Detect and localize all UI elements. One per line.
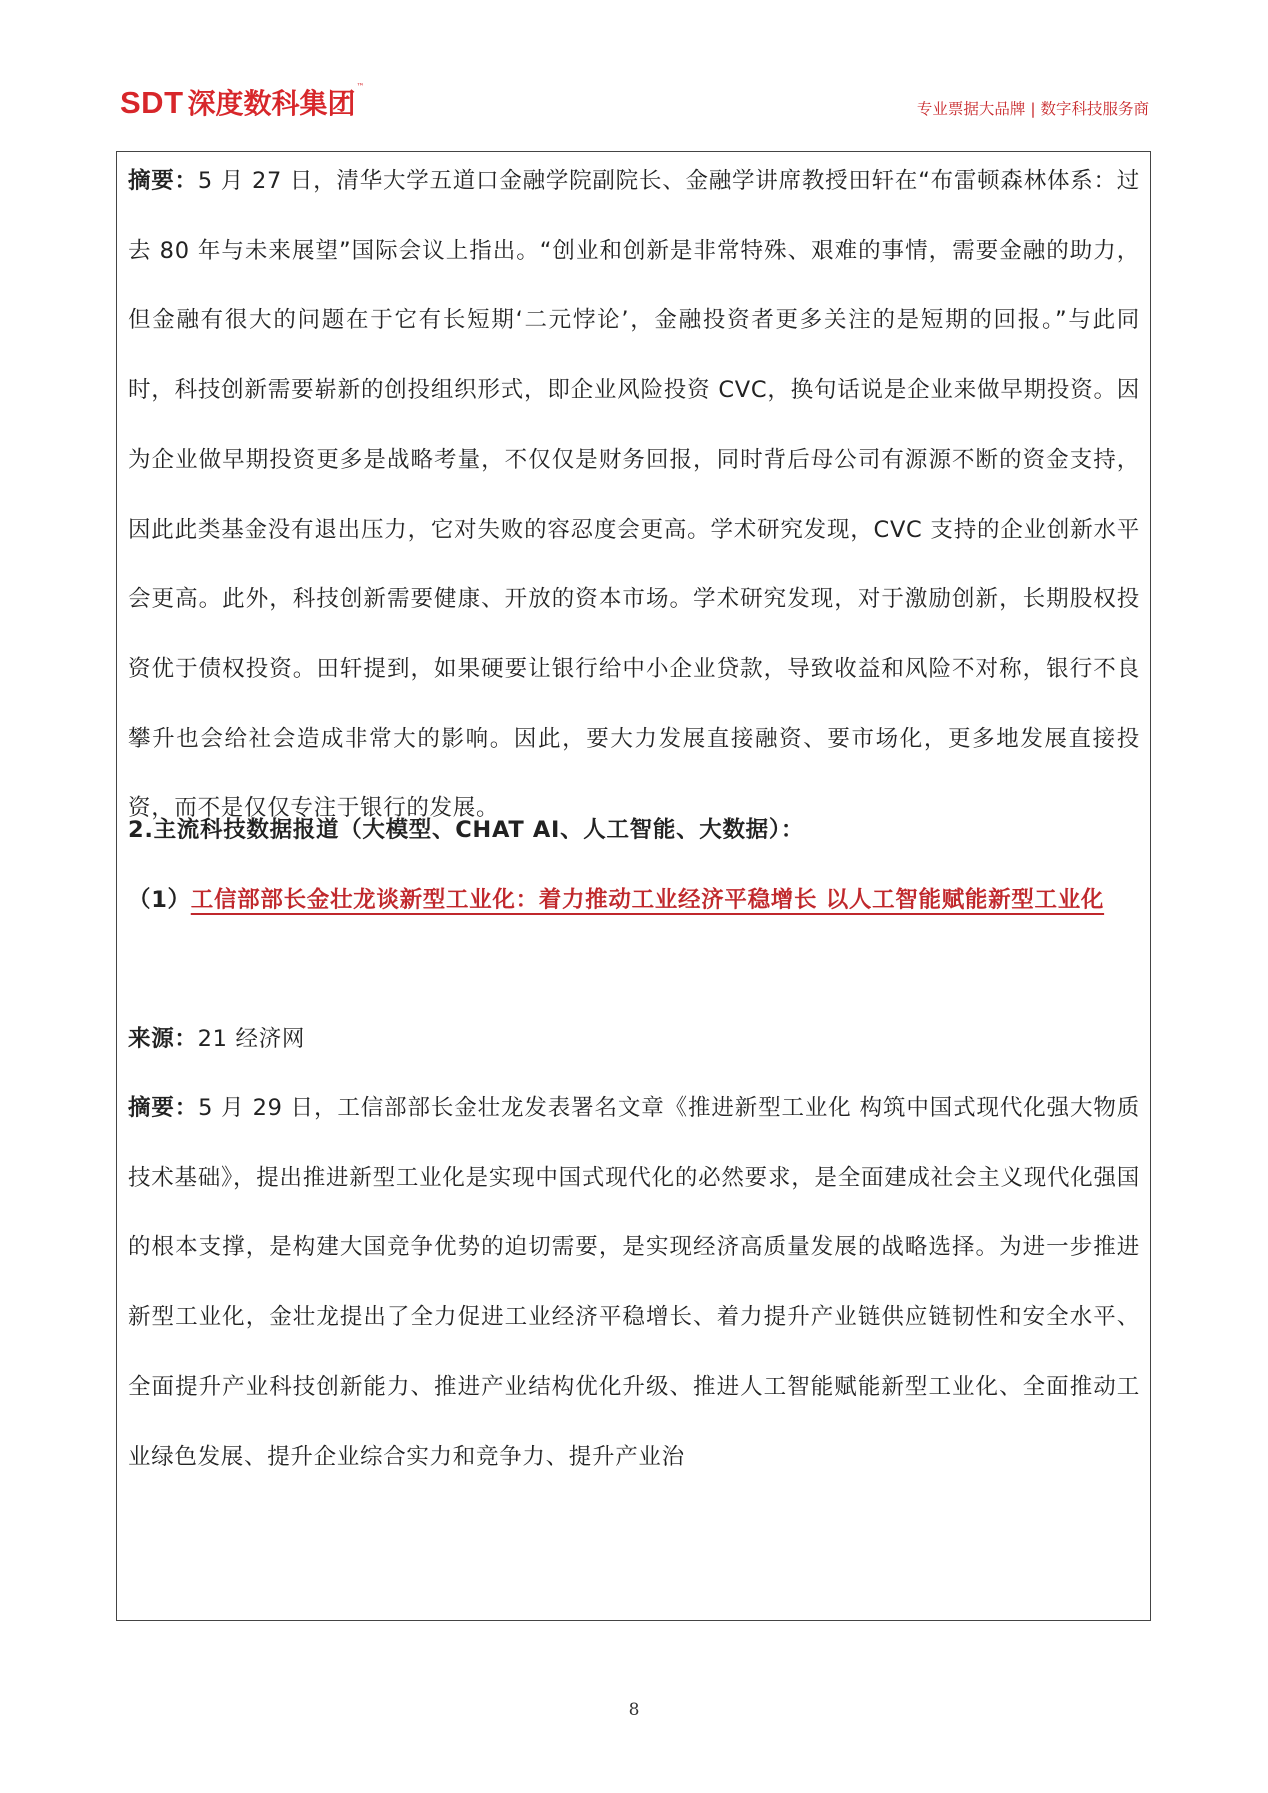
source-value: 21 经济网 [197, 1026, 306, 1052]
page-header [0, 0, 1268, 140]
summary-paragraph-2 [128, 1074, 1140, 1492]
summary-label: 摘要： [128, 1095, 199, 1121]
content-box [116, 151, 1151, 1621]
summary-label: 摘要： [128, 168, 198, 194]
section-heading: 2.主流科技数据报道（大模型、CHAT AI、人工智能、大数据）： [128, 817, 805, 843]
article-title-block [128, 866, 1140, 936]
page-number: 8 [628, 1700, 640, 1720]
header-tagline: 专业票据大品牌 | 数字科技服务商 [916, 100, 1149, 118]
company-logo [120, 82, 365, 122]
source-label: 来源： [128, 1026, 198, 1052]
article-number: （1） [128, 887, 191, 913]
logo-chinese-text: 深度数科集团 [187, 87, 356, 120]
trademark-symbol: ™ [356, 82, 365, 91]
article-title-link[interactable]: 工信部部长金壮龙谈新型工业化：着力推动工业经济平稳增长 以人工智能赋能新型工业化 [190, 887, 1105, 913]
summary-paragraph-1 [128, 147, 1140, 844]
summary-text: 5 月 29 日，工信部部长金壮龙发表署名文章《推进新型工业化 构筑中国式现代化强大物质技术基础》，提出推进新型工业化是实现中国式现代化的必然要求，是全面建成社会主义现代化强国的根本支撑，是构建大国竞争优势的迫切需要，是实现经济高质量发展的战略选择。为进一步推进新型工业化，金壮龙提出了全力促进工业经济平稳增长、着力提升产业链供应链韧性和安全水平、全面提升产业科技创新能力、推进产业结构优化升级、推进人工智能赋能新型工业化、全面推动工业绿色发展、提升企业综合实力和竞争力、提升产业治 [128, 1095, 1141, 1470]
summary-text: 5 月 27 日，清华大学五道口金融学院副院长、金融学讲席教授田轩在“布雷顿森林体系：过去 80 年与未来展望”国际会议上指出。“创业和创新是非常特殊、艰难的事情，需要金融的助力，但金融有很大的问题在于它有长短期‘二元悖论’，金融投资者更多关注的是短期的回报。”与此同时，科技创新需要崭新的创投组织形式，即企业风险投资 CVC，换句话说是企业来做早期投资。因为企业做早期投资更多是战略考量，不仅仅是财务回报，同时背后母公司有源源不断的资金支持，因此此类基金没有退出压力，它对失败的容忍度会更高。学术研究发现，CVC 支持的企业创新水平会更高。此外，科技创新需要健康、开放的资本市场。学术研究发现，对于激励创新，长期股权投资优于债权投资。田轩提到，如果硬要让银行给中小企业贷款，导致收益和风险不对称，银行不良攀升也会给社会造成非常大的影响。因此，要大力发展直接融资、要市场化，更多地发展直接投资，而不是仅仅专注于银行的发展。 [128, 168, 1140, 822]
source-line [128, 1005, 1140, 1075]
logo-latin-text: SDT [120, 85, 184, 120]
